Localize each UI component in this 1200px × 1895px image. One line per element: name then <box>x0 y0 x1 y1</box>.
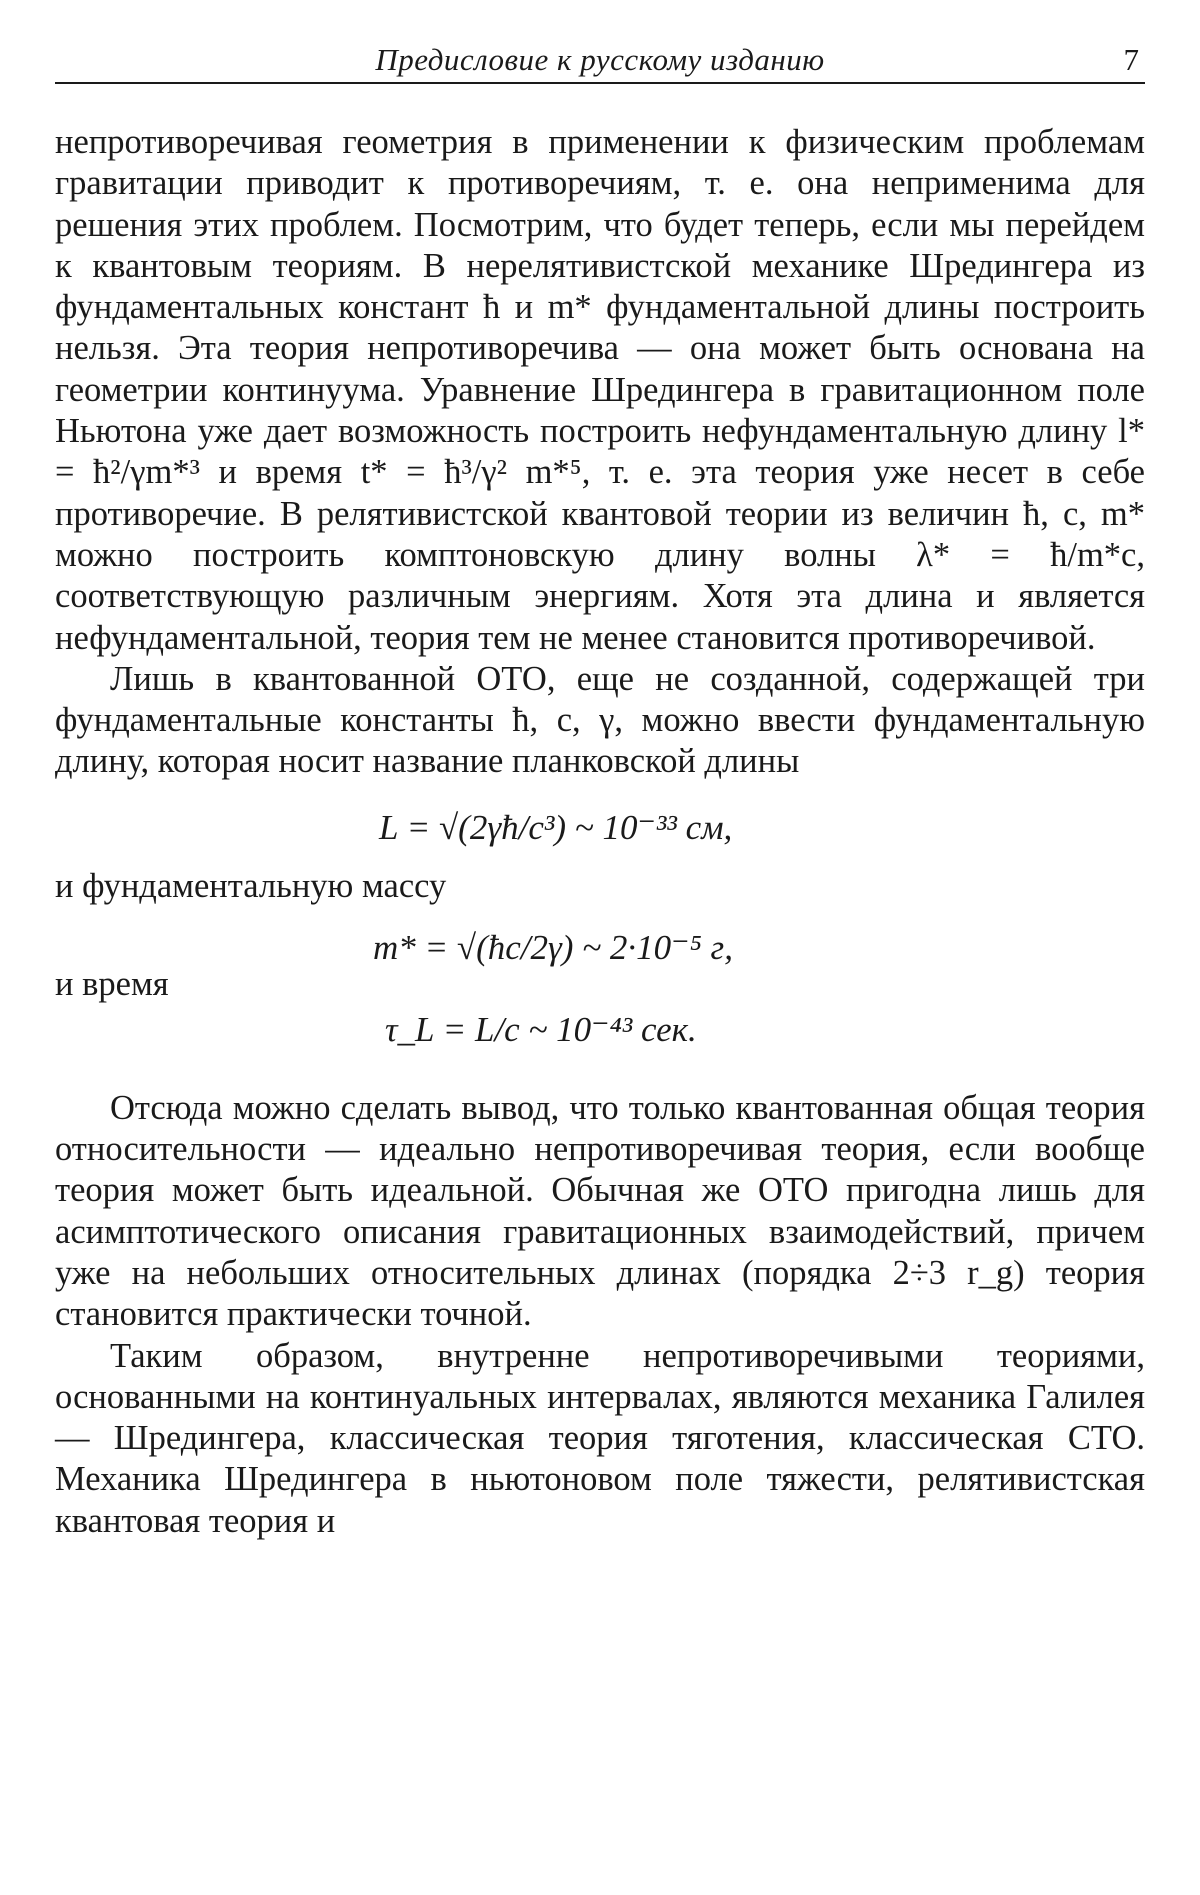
running-title: Предисловие к русскому изданию <box>375 42 825 77</box>
book-page <box>55 36 1145 1542</box>
page-body <box>55 122 1145 1542</box>
page-header <box>55 36 1145 84</box>
connector-mass: и фундаментальную массу <box>55 866 447 905</box>
page-number: 7 <box>1123 42 1139 77</box>
formula-planck-length: L = √(2γħ/c³) ~ 10⁻³³ см, <box>379 807 733 847</box>
connector-time: и время <box>55 964 169 1003</box>
formula-planck-time: τ_L = L/c ~ 10⁻⁴³ сек. <box>385 1009 697 1049</box>
paragraph-3: Отсюда можно сделать вывод, что только квантованная общая теория относительности — идеально непротиворечивая теория, если вообще теория может быть идеальной. Обычная же ОТО пригодна лишь для асимптотического описания гравитационных взаимодействий, причем уже на небольших относительных длинах (порядка 2÷3 r_g) теория становится практически точной. <box>55 1088 1145 1334</box>
formula-planck-mass: m* = √(ħc/2γ) ~ 2·10⁻⁵ г, <box>373 927 733 967</box>
paragraph-1: непротиворечивая геометрия в применении к физическим проблемам гравитации приводит к противоречиям, т. е. она неприменима для решения этих проблем. Посмотрим, что будет теперь, если мы перейдем к квантовым теориям. В нерелятивистской механике Шредингера из фундаментальных констант ħ и m* фундаментальной длины построить нельзя. Эта теория непротиворечива — она может быть основана на геометрии континуума. Уравнение Шредингера в гравитационном поле Ньютона уже дает возможность построить нефундаментальную длину l* = ħ²/γm*³ и время t* = ħ³/γ² m*⁵, т. е. эта теория уже несет в себе противоречие. В релятивистской квантовой теории из величин ħ, c, m* можно построить комптоновскую длину волны λ* = ħ/m*c, соответствующую различным энергиям. Хотя эта длина и является нефундаментальной, теория тем не менее становится противоречивой. <box>55 123 1145 657</box>
paragraph-2: Лишь в квантованной ОТО, еще не созданной, содержащей три фундаментальные константы ħ, c, γ, можно ввести фундаментальную длину, которая носит название планковской длины <box>55 659 1145 781</box>
paragraph-4: Таким образом, внутренне непротиворечивыми теориями, основанными на континуальных интервалах, являются механика Галилея — Шредингера, классическая теория тяготения, классическая СТО. Механика Шредингера в ньютоновом поле тяжести, релятивистская квантовая теория и <box>55 1336 1145 1540</box>
